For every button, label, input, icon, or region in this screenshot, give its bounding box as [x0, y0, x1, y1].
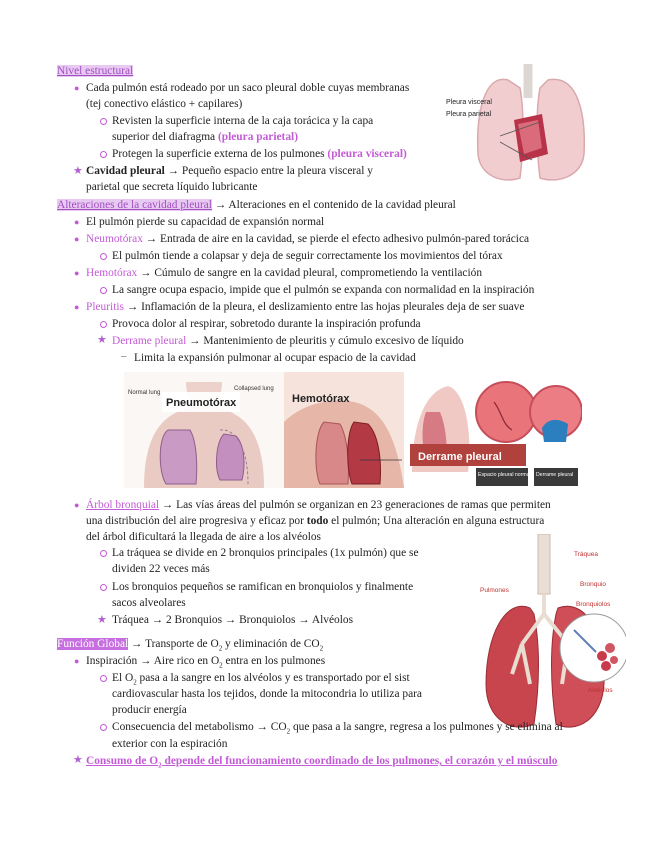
text-span: → Entrada de aire en la cavidad, se pierde el efecto adhesivo pulmón-pared torácica: [142, 233, 530, 245]
hemothorax-label: Hemotórax: [292, 393, 350, 405]
text-line: [86, 498, 551, 512]
bullet-icon: ●: [74, 217, 80, 227]
text-line: Cada pulmón está rodeado por un saco pleural doble cuyas membranas: [86, 82, 410, 94]
text-line: producir energía: [112, 704, 187, 716]
text-line: [86, 232, 529, 246]
text-span: pasa a la sangre en los alvéolos y es transportado por el sist: [136, 672, 410, 684]
key-point-text: depende del funcionamiento coordinado de los pulmones, el corazón y el músculo: [161, 755, 558, 767]
normal-lung-label: Normal lung: [128, 390, 161, 396]
derrame-pleural-banner: Derrame pleural: [418, 451, 502, 463]
circle-bullet-icon: [100, 321, 107, 328]
circle-bullet-icon: [100, 151, 107, 158]
pneumothorax-label: Pneumotórax: [166, 397, 237, 409]
text-line: Limita la expansión pulmonar al ocupar espacio de la cavidad: [134, 352, 416, 364]
pleura-lungs-figure: [444, 58, 612, 192]
text-span: y eliminación de CO: [222, 638, 320, 650]
text-line: El pulmón pierde su capacidad de expansión normal: [86, 216, 325, 228]
text-line: [112, 147, 407, 161]
collapsed-lung-label: Collapsed lung: [234, 386, 274, 392]
text-span: superior del diafragma: [112, 131, 218, 143]
subscript: 2: [219, 661, 223, 670]
text-span: → Mantenimiento de pleuritis y cúmulo excesivo de líquido: [186, 335, 464, 347]
label-alveolos: Alvéolos: [588, 687, 613, 694]
dash-bullet-icon: –: [121, 350, 127, 362]
text-line: Provoca dolor al respirar, sobretodo durante la inspiración profunda: [112, 318, 421, 330]
text-span: → Pequeño espacio entre la pleura visceral y: [164, 165, 373, 177]
pleural-effusion-figure: [408, 372, 582, 488]
text-line: sacos alveolares: [112, 597, 186, 609]
derrame-small-label: Derrame pleural: [536, 472, 574, 478]
star-icon: ★: [73, 754, 83, 766]
circle-bullet-icon: [100, 287, 107, 294]
text-line: [86, 266, 482, 280]
heading-alteraciones: [57, 198, 456, 212]
label-pleura-visceral: Pleura visceral: [446, 99, 492, 106]
text-line: parietal que secreta líquido lubricante: [86, 181, 258, 193]
text-line-key-point: [86, 754, 558, 772]
text-span: → Cúmulo de sangre en la cavidad pleural, comprometiendo la ventilación: [137, 267, 483, 279]
heading-funcion-global: [57, 637, 323, 655]
bullet-icon: ●: [74, 656, 80, 666]
circle-bullet-icon: [100, 550, 107, 557]
text-span: el pulmón; Una alteración en alguna estructura: [328, 515, 545, 527]
text-line: (tej conectivo elástico + capilares): [86, 98, 243, 110]
star-icon: ★: [97, 614, 107, 626]
subscript: 2: [286, 727, 291, 736]
pneumothorax-figure: [124, 372, 284, 488]
label-pleura-parietal: Pleura parietal: [446, 111, 492, 118]
text-span: Protegen la superficie externa de los pulmones: [112, 148, 328, 160]
text-line: cardiovascular hasta los tejidos, donde la mitocondria lo utiliza para: [112, 688, 422, 700]
text-line: La sangre ocupa espacio, impide que el pulmón se expanda con normalidad en la inspiración: [112, 284, 535, 296]
term-arbol-bronquial: Árbol bronquial: [86, 499, 160, 511]
circle-bullet-icon: [100, 724, 107, 731]
text-span: El O: [112, 672, 134, 684]
text-line: [86, 164, 373, 178]
text-emphasis: todo: [306, 515, 329, 527]
key-point-text: Consumo de O: [86, 755, 159, 767]
text-span: → Las vías áreas del pulmón se organizan en 23 generaciones de ramas que permiten: [159, 499, 551, 511]
text-span: que pasa a la sangre, regresa a los pulmones y se elimina al: [290, 721, 563, 733]
bullet-icon: ●: [74, 500, 80, 510]
subscript: 2: [218, 644, 223, 653]
bullet-icon: ●: [74, 83, 80, 93]
subscript: 2: [319, 644, 324, 653]
text-span: Consecuencia del metabolismo → CO: [112, 721, 287, 733]
heading-funcion-global-text: Función Global: [57, 638, 129, 650]
circle-bullet-icon: [100, 118, 107, 125]
hemothorax-figure: [284, 372, 404, 488]
text-span: una distribución del aire progresiva y eficaz por: [86, 515, 307, 527]
term-neumotorax: Neumotórax: [86, 233, 143, 245]
text-line: [86, 514, 544, 528]
star-icon: ★: [97, 334, 107, 346]
label-bronquiolos: Bronquiolos: [576, 601, 611, 608]
text-span: → Transporte de O: [128, 638, 219, 650]
term-pleura-parietal: (pleura parietal): [217, 131, 298, 143]
heading-nivel-estructural-text: Nivel estructural: [57, 65, 134, 77]
text-span: → Inflamación de la pleura, el deslizamiento entre las hojas pleurales deja de ser suave: [123, 301, 525, 313]
term-pleuritis: Pleuritis: [86, 301, 124, 313]
label-pulmones: Pulmones: [480, 587, 509, 594]
term-derrame-pleural: Derrame pleural: [112, 335, 187, 347]
bullet-icon: ●: [74, 268, 80, 278]
bullet-icon: ●: [74, 234, 80, 244]
text-line: [112, 130, 298, 144]
espacio-normal-label: Espacio pleural normal: [478, 472, 531, 478]
heading-alteraciones-text: Alteraciones de la cavidad pleural: [57, 199, 212, 211]
subscript: 2: [158, 761, 162, 770]
subscript: 2: [133, 678, 137, 687]
label-traquea: Tráquea: [574, 551, 598, 558]
circle-bullet-icon: [100, 584, 107, 591]
star-icon: ★: [73, 165, 83, 177]
text-line: La tráquea se divide en 2 bronquios principales (1x pulmón) que se: [112, 547, 419, 559]
text-line: [112, 334, 464, 348]
bullet-icon: ●: [74, 302, 80, 312]
text-span: Inspiración → Aire rico en O: [86, 655, 220, 667]
text-line: Tráquea → 2 Bronquios → Bronquiolos → Alvéolos: [112, 614, 353, 626]
text-line: [112, 720, 563, 738]
circle-bullet-icon: [100, 253, 107, 260]
text-span: entra en los pulmones: [222, 655, 326, 667]
text-line: del árbol dificultará la llegada de aire a los alvéolos: [86, 531, 321, 543]
text-line: [86, 654, 325, 672]
text-line: exterior con la espiración: [112, 738, 228, 750]
text-span: → Alteraciones en el contenido de la cavidad pleural: [211, 199, 456, 211]
text-line: Los bronquios pequeños se ramifican en bronquiolos y finalmente: [112, 581, 414, 593]
term-cavidad-pleural: Cavidad pleural: [86, 165, 165, 177]
label-bronquio: Bronquio: [580, 581, 607, 588]
text-line: dividen 22 veces más: [112, 563, 210, 575]
heading-nivel-estructural: [57, 64, 133, 78]
circle-bullet-icon: [100, 675, 107, 682]
text-line: Revisten la superficie interna de la caja torácica y la capa: [112, 115, 374, 127]
text-line: El pulmón tiende a colapsar y deja de seguir correctamente los movimientos del tórax: [112, 250, 503, 262]
term-pleura-visceral: (pleura visceral): [327, 148, 407, 160]
term-hemotorax: Hemotórax: [86, 267, 138, 279]
text-line: [86, 300, 524, 314]
